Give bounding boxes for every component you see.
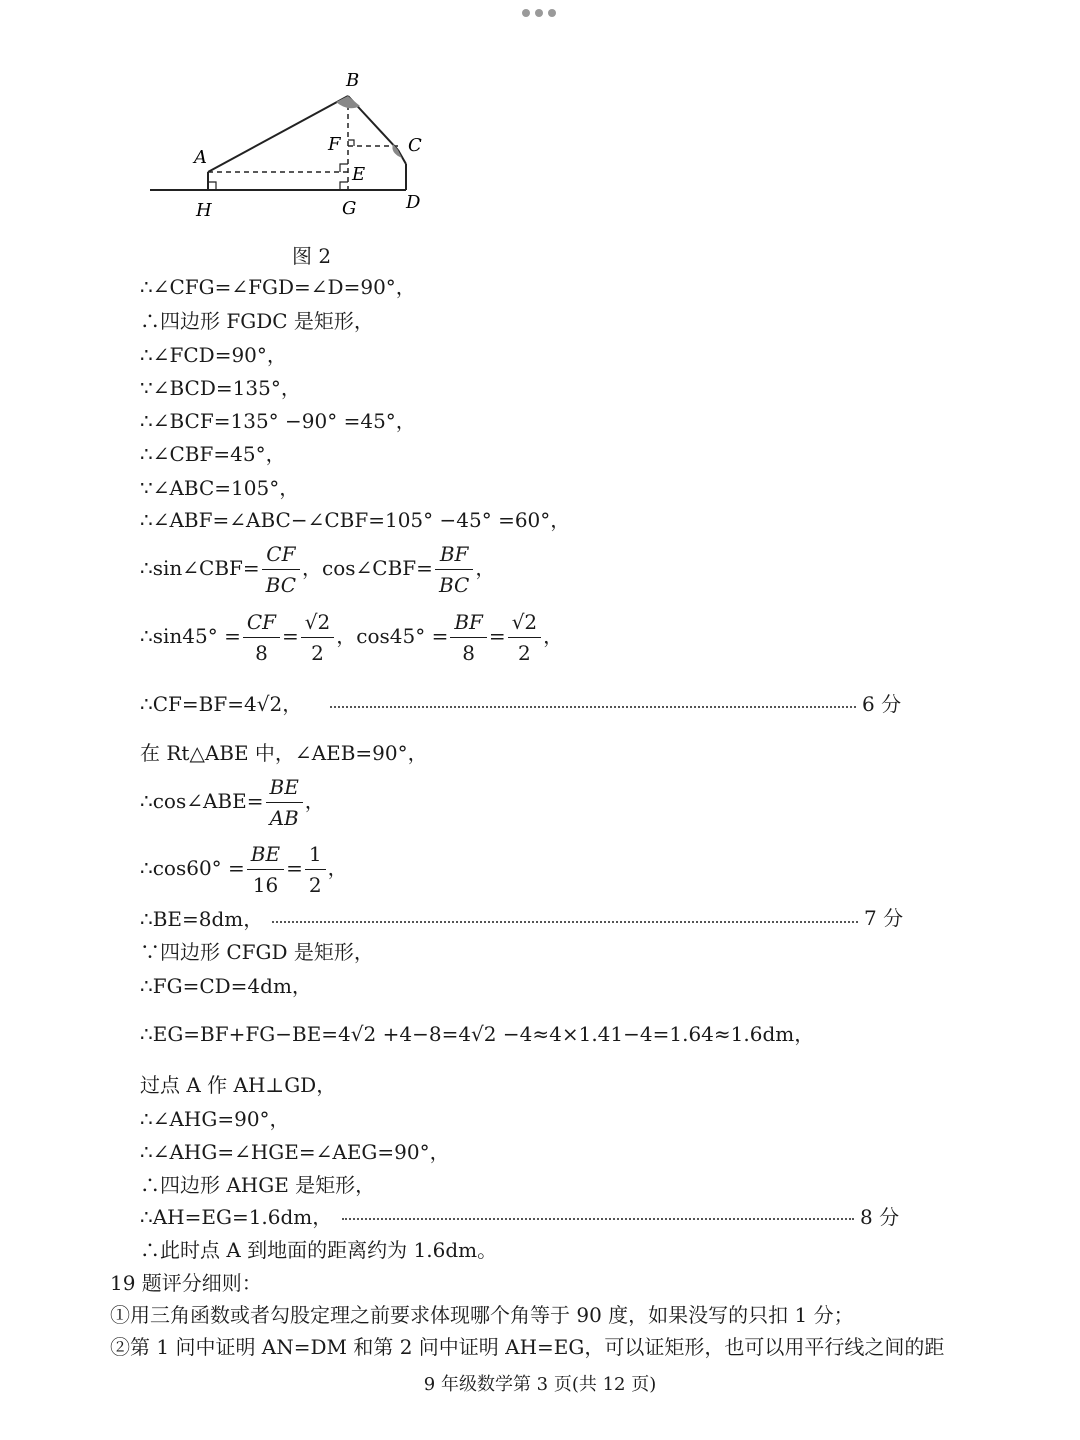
numerator: √2 xyxy=(508,610,541,638)
denominator: 2 xyxy=(518,641,531,665)
denominator: 8 xyxy=(462,641,475,665)
label-e: E xyxy=(352,164,366,185)
denominator: BC xyxy=(438,573,470,597)
proof-line: ∴∠ABF=∠ABC−∠CBF=105° −45° =60°， xyxy=(140,508,571,532)
proof-line: ∴∠AHG=∠HGE=∠AEG=90°， xyxy=(140,1140,450,1164)
fraction xyxy=(243,610,280,665)
proof-line: ∴FG=CD=4dm， xyxy=(140,974,312,998)
proof-line: ∴四边形 FGDC 是矩形， xyxy=(140,309,374,333)
numerator: BE xyxy=(247,842,284,870)
proof-line: ∴∠FCD=90°， xyxy=(140,343,287,367)
denominator: 8 xyxy=(255,641,268,665)
fraction xyxy=(435,542,473,597)
denominator: 2 xyxy=(308,873,322,897)
fraction xyxy=(266,775,303,830)
denominator: BC xyxy=(265,573,297,597)
proof-line: ∴CF=BF=4√2， xyxy=(140,692,303,716)
text-segment: ，cos∠CBF= xyxy=(302,556,433,580)
numerator: BE xyxy=(266,775,303,803)
label-c: C xyxy=(408,135,422,156)
score-label: 8 分 xyxy=(860,1205,900,1229)
text-segment: ， xyxy=(327,856,348,880)
proof-line-fraction xyxy=(140,610,563,665)
fraction xyxy=(450,610,487,665)
fraction xyxy=(262,542,300,597)
proof-line: ∴∠CBF=45°， xyxy=(140,442,286,466)
text-segment: = xyxy=(286,856,303,880)
dotted-leader xyxy=(330,706,856,708)
proof-line: ∴∠AHG=90°， xyxy=(140,1107,290,1131)
numerator: 1 xyxy=(305,842,326,870)
denominator: AB xyxy=(269,806,299,830)
fraction xyxy=(508,610,541,665)
fraction xyxy=(247,842,284,897)
proof-line: ∴AH=EG=1.6dm， xyxy=(140,1205,333,1229)
text-segment: ∴sin∠CBF= xyxy=(140,556,260,580)
text-segment: ∴sin45° = xyxy=(140,624,241,648)
proof-line: ∴∠BCF=135° −90° =45°， xyxy=(140,409,416,433)
proof-line: ∴BE=8dm， xyxy=(140,907,264,931)
proof-line-fraction xyxy=(140,842,348,897)
label-a: A xyxy=(194,147,207,168)
proof-line: ∴EG=BF+FG−BE=4√2 +4−8=4√2 −4≈4×1.41−4=1.64≈1.6dm， xyxy=(140,1022,815,1046)
geometry-figure xyxy=(140,60,440,230)
proof-line-fraction xyxy=(140,542,495,597)
label-d: D xyxy=(406,192,421,213)
numerator: BF xyxy=(450,610,487,638)
fraction xyxy=(305,842,326,897)
text-segment: ，cos45° = xyxy=(336,624,449,648)
score-label: 7 分 xyxy=(864,906,904,930)
text-segment: ∴cos60° = xyxy=(140,856,245,880)
proof-line-fraction xyxy=(140,775,325,830)
page-footer: 9 年级数学第 3 页(共 12 页) xyxy=(423,1374,657,1395)
text-segment: ， xyxy=(475,556,496,580)
numerator: √2 xyxy=(301,610,334,638)
score-label: 6 分 xyxy=(862,692,902,716)
grading-rule: ②第 1 问中证明 AN=DM 和第 2 问中证明 AH=EG，可以证矩形，也可以用平行线之间的距 xyxy=(110,1335,945,1359)
text-segment: = xyxy=(282,624,299,648)
more-options-icon[interactable] xyxy=(522,6,558,20)
proof-line: ∵四边形 CFGD 是矩形， xyxy=(140,940,374,964)
fraction xyxy=(301,610,334,665)
figure-caption: 图 2 xyxy=(292,244,332,268)
dotted-leader xyxy=(342,1218,854,1220)
numerator: BF xyxy=(435,542,473,570)
denominator: 16 xyxy=(252,873,279,897)
proof-line: 在 Rt△ABE 中，∠AEB=90°， xyxy=(140,741,428,765)
label-b: B xyxy=(346,70,360,91)
denominator: 2 xyxy=(311,641,324,665)
proof-line: ∵∠ABC=105°， xyxy=(140,476,300,500)
numerator: CF xyxy=(262,542,300,570)
proof-line: ∴∠CFG=∠FGD=∠D=90°， xyxy=(140,275,416,299)
proof-line: ∵∠BCD=135°， xyxy=(140,376,301,400)
proof-line: 过点 A 作 AH⊥GD， xyxy=(140,1073,337,1097)
label-f: F xyxy=(328,134,341,155)
label-g: G xyxy=(342,198,357,219)
numerator: CF xyxy=(243,610,280,638)
text-segment: ， xyxy=(543,624,564,648)
proof-line: ∴此时点 A 到地面的距离约为 1.6dm。 xyxy=(140,1238,498,1262)
proof-line: ∴四边形 AHGE 是矩形， xyxy=(140,1173,376,1197)
text-segment: ∴cos∠ABE= xyxy=(140,789,264,813)
label-h: H xyxy=(196,200,212,221)
grading-rule: ①用三角函数或者勾股定理之前要求体现哪个角等于 90 度，如果没写的只扣 1 分； xyxy=(110,1303,854,1327)
grading-heading: 19 题评分细则： xyxy=(110,1271,262,1295)
text-segment: ， xyxy=(304,789,325,813)
text-segment: = xyxy=(488,624,506,648)
dotted-leader xyxy=(272,921,858,923)
